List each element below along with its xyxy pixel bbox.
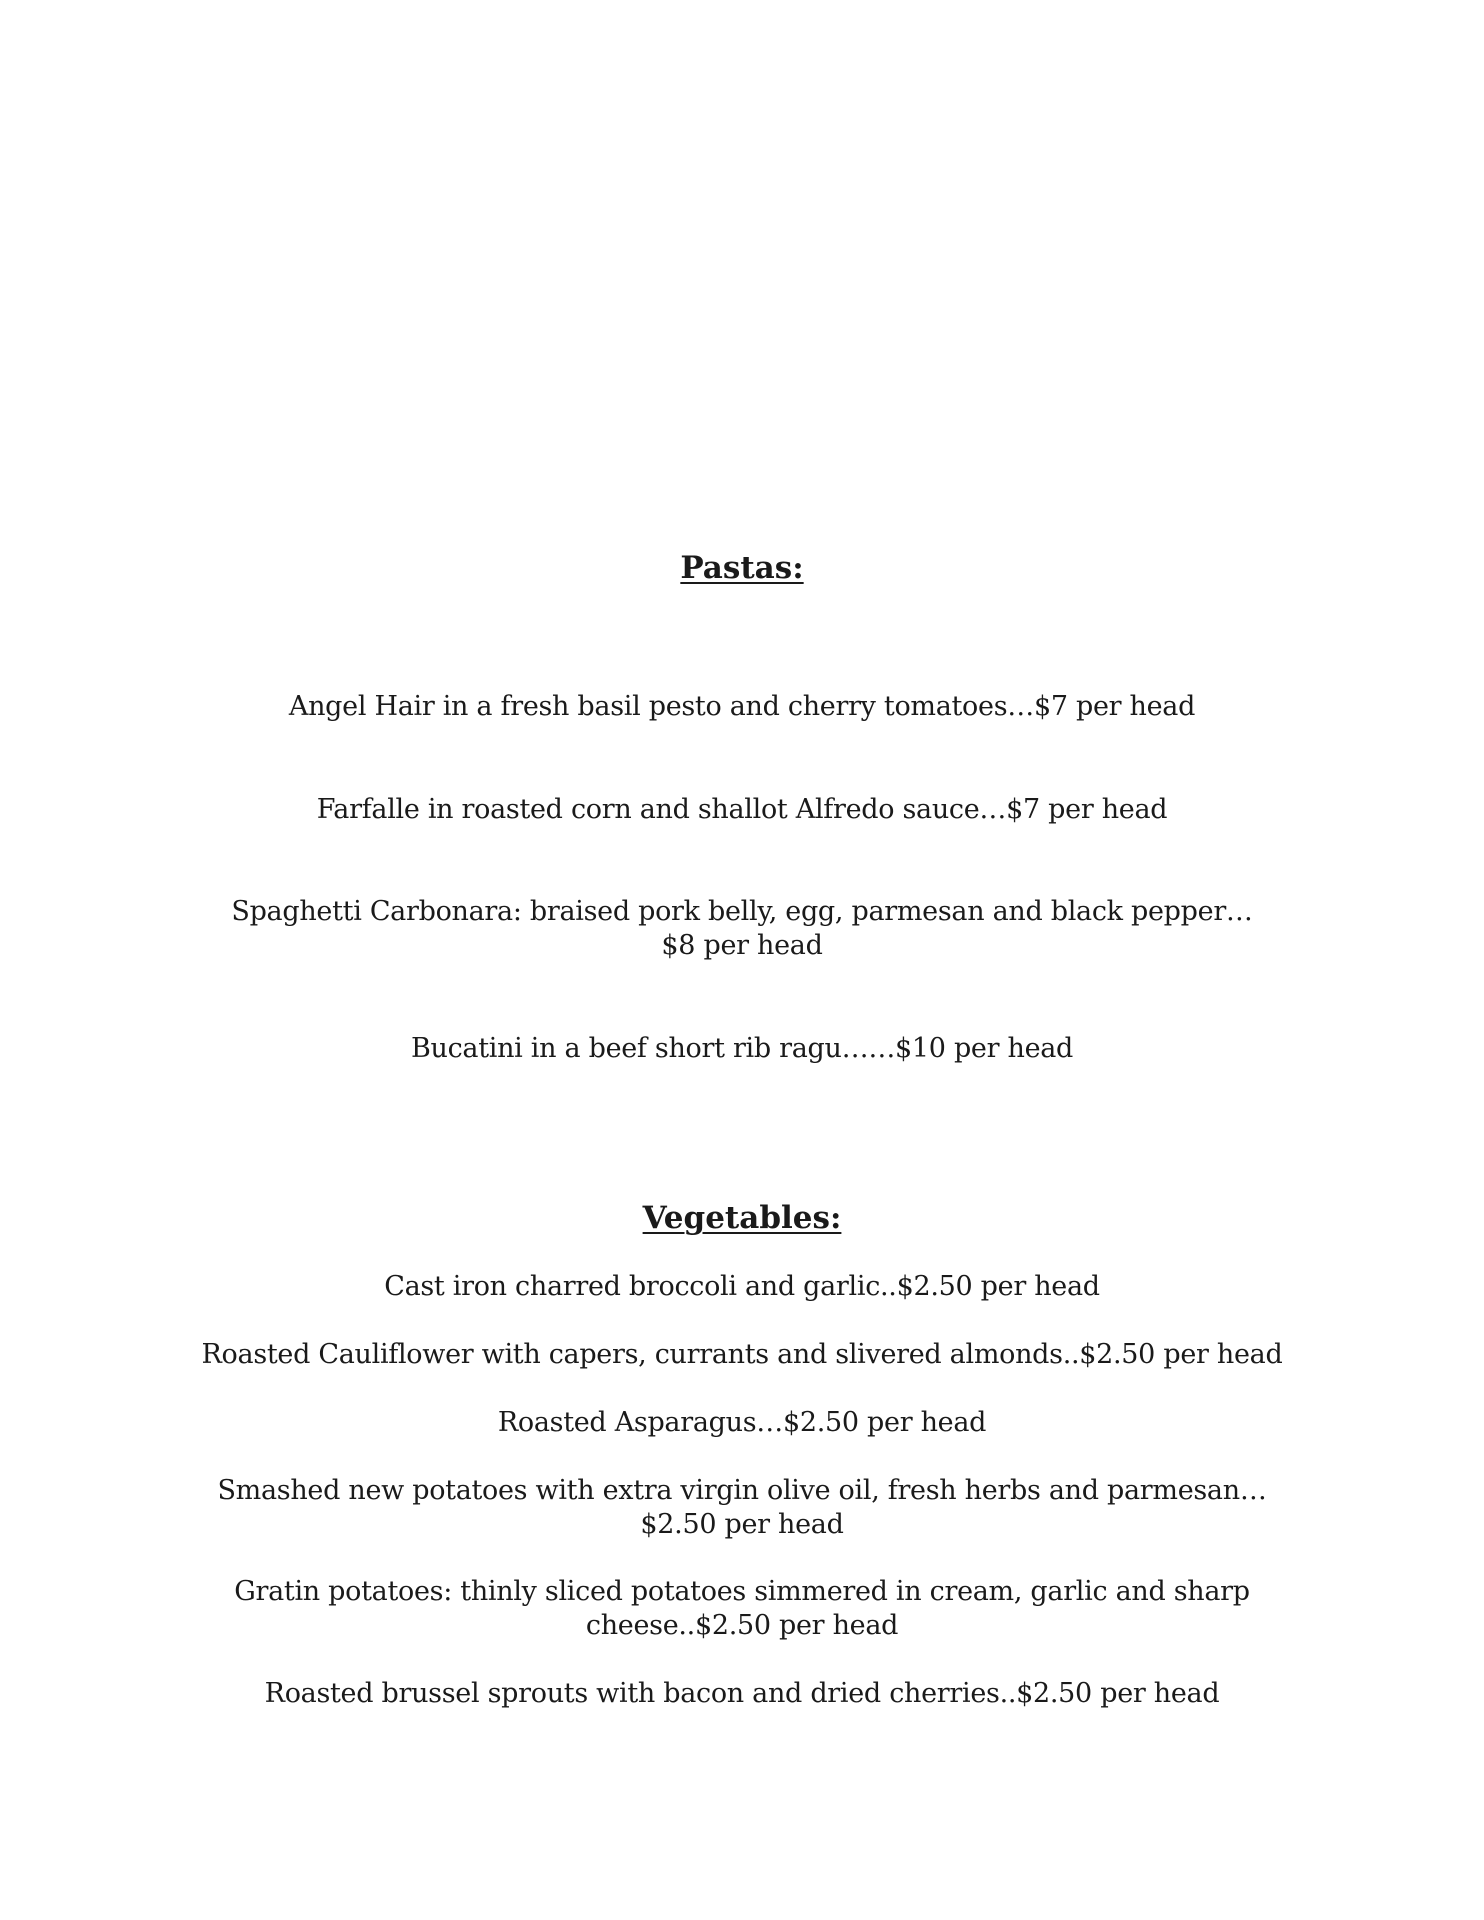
vegetables-heading-text: Vegetables: [642,1200,842,1236]
vegetable-item-gratin-potatoes [150,1575,1334,1643]
pasta-item-bucatini [150,1032,1334,1066]
menu-item-text: Cast iron charred broccoli and garlic..$2.50 per head [384,1271,1100,1302]
menu-item-text: Spaghetti Carbonara: braised pork belly, egg, parmesan and black pepper… [231,896,1253,927]
pastas-heading [0,548,1484,588]
menu-item-price: cheese..$2.50 per head [585,1610,899,1641]
vegetable-item-broccoli [150,1270,1334,1304]
menu-item-text: Roasted Asparagus…$2.50 per head [497,1407,987,1438]
menu-item-text: Smashed new potatoes with extra virgin olive oil, fresh herbs and parmesan… [217,1475,1267,1506]
vegetables-heading [0,1198,1484,1238]
pastas-heading-text: Pastas: [680,550,804,586]
menu-item-text: Roasted Cauliflower with capers, currants and slivered almonds..$2.50 per head [201,1339,1283,1370]
menu-item-text: Angel Hair in a fresh basil pesto and cherry tomatoes…$7 per head [288,691,1196,722]
pasta-item-carbonara [150,895,1334,963]
vegetable-item-asparagus [150,1406,1334,1440]
menu-item-text: Gratin potatoes: thinly sliced potatoes simmered in cream, garlic and sharp [234,1576,1250,1607]
pasta-item-angel-hair [150,690,1334,724]
menu-item-text: Farfalle in roasted corn and shallot Alfredo sauce…$7 per head [316,794,1168,825]
vegetable-item-brussel-sprouts [150,1677,1334,1711]
menu-item-text: Roasted brussel sprouts with bacon and dried cherries..$2.50 per head [264,1678,1220,1709]
vegetable-item-smashed-potatoes [150,1474,1334,1542]
menu-item-price: $2.50 per head [640,1509,844,1540]
menu-item-text: Bucatini in a beef short rib ragu……$10 per head [410,1033,1074,1064]
menu-item-price: $8 per head [661,930,823,961]
vegetable-item-cauliflower [150,1338,1334,1372]
pasta-item-farfalle [150,793,1334,827]
